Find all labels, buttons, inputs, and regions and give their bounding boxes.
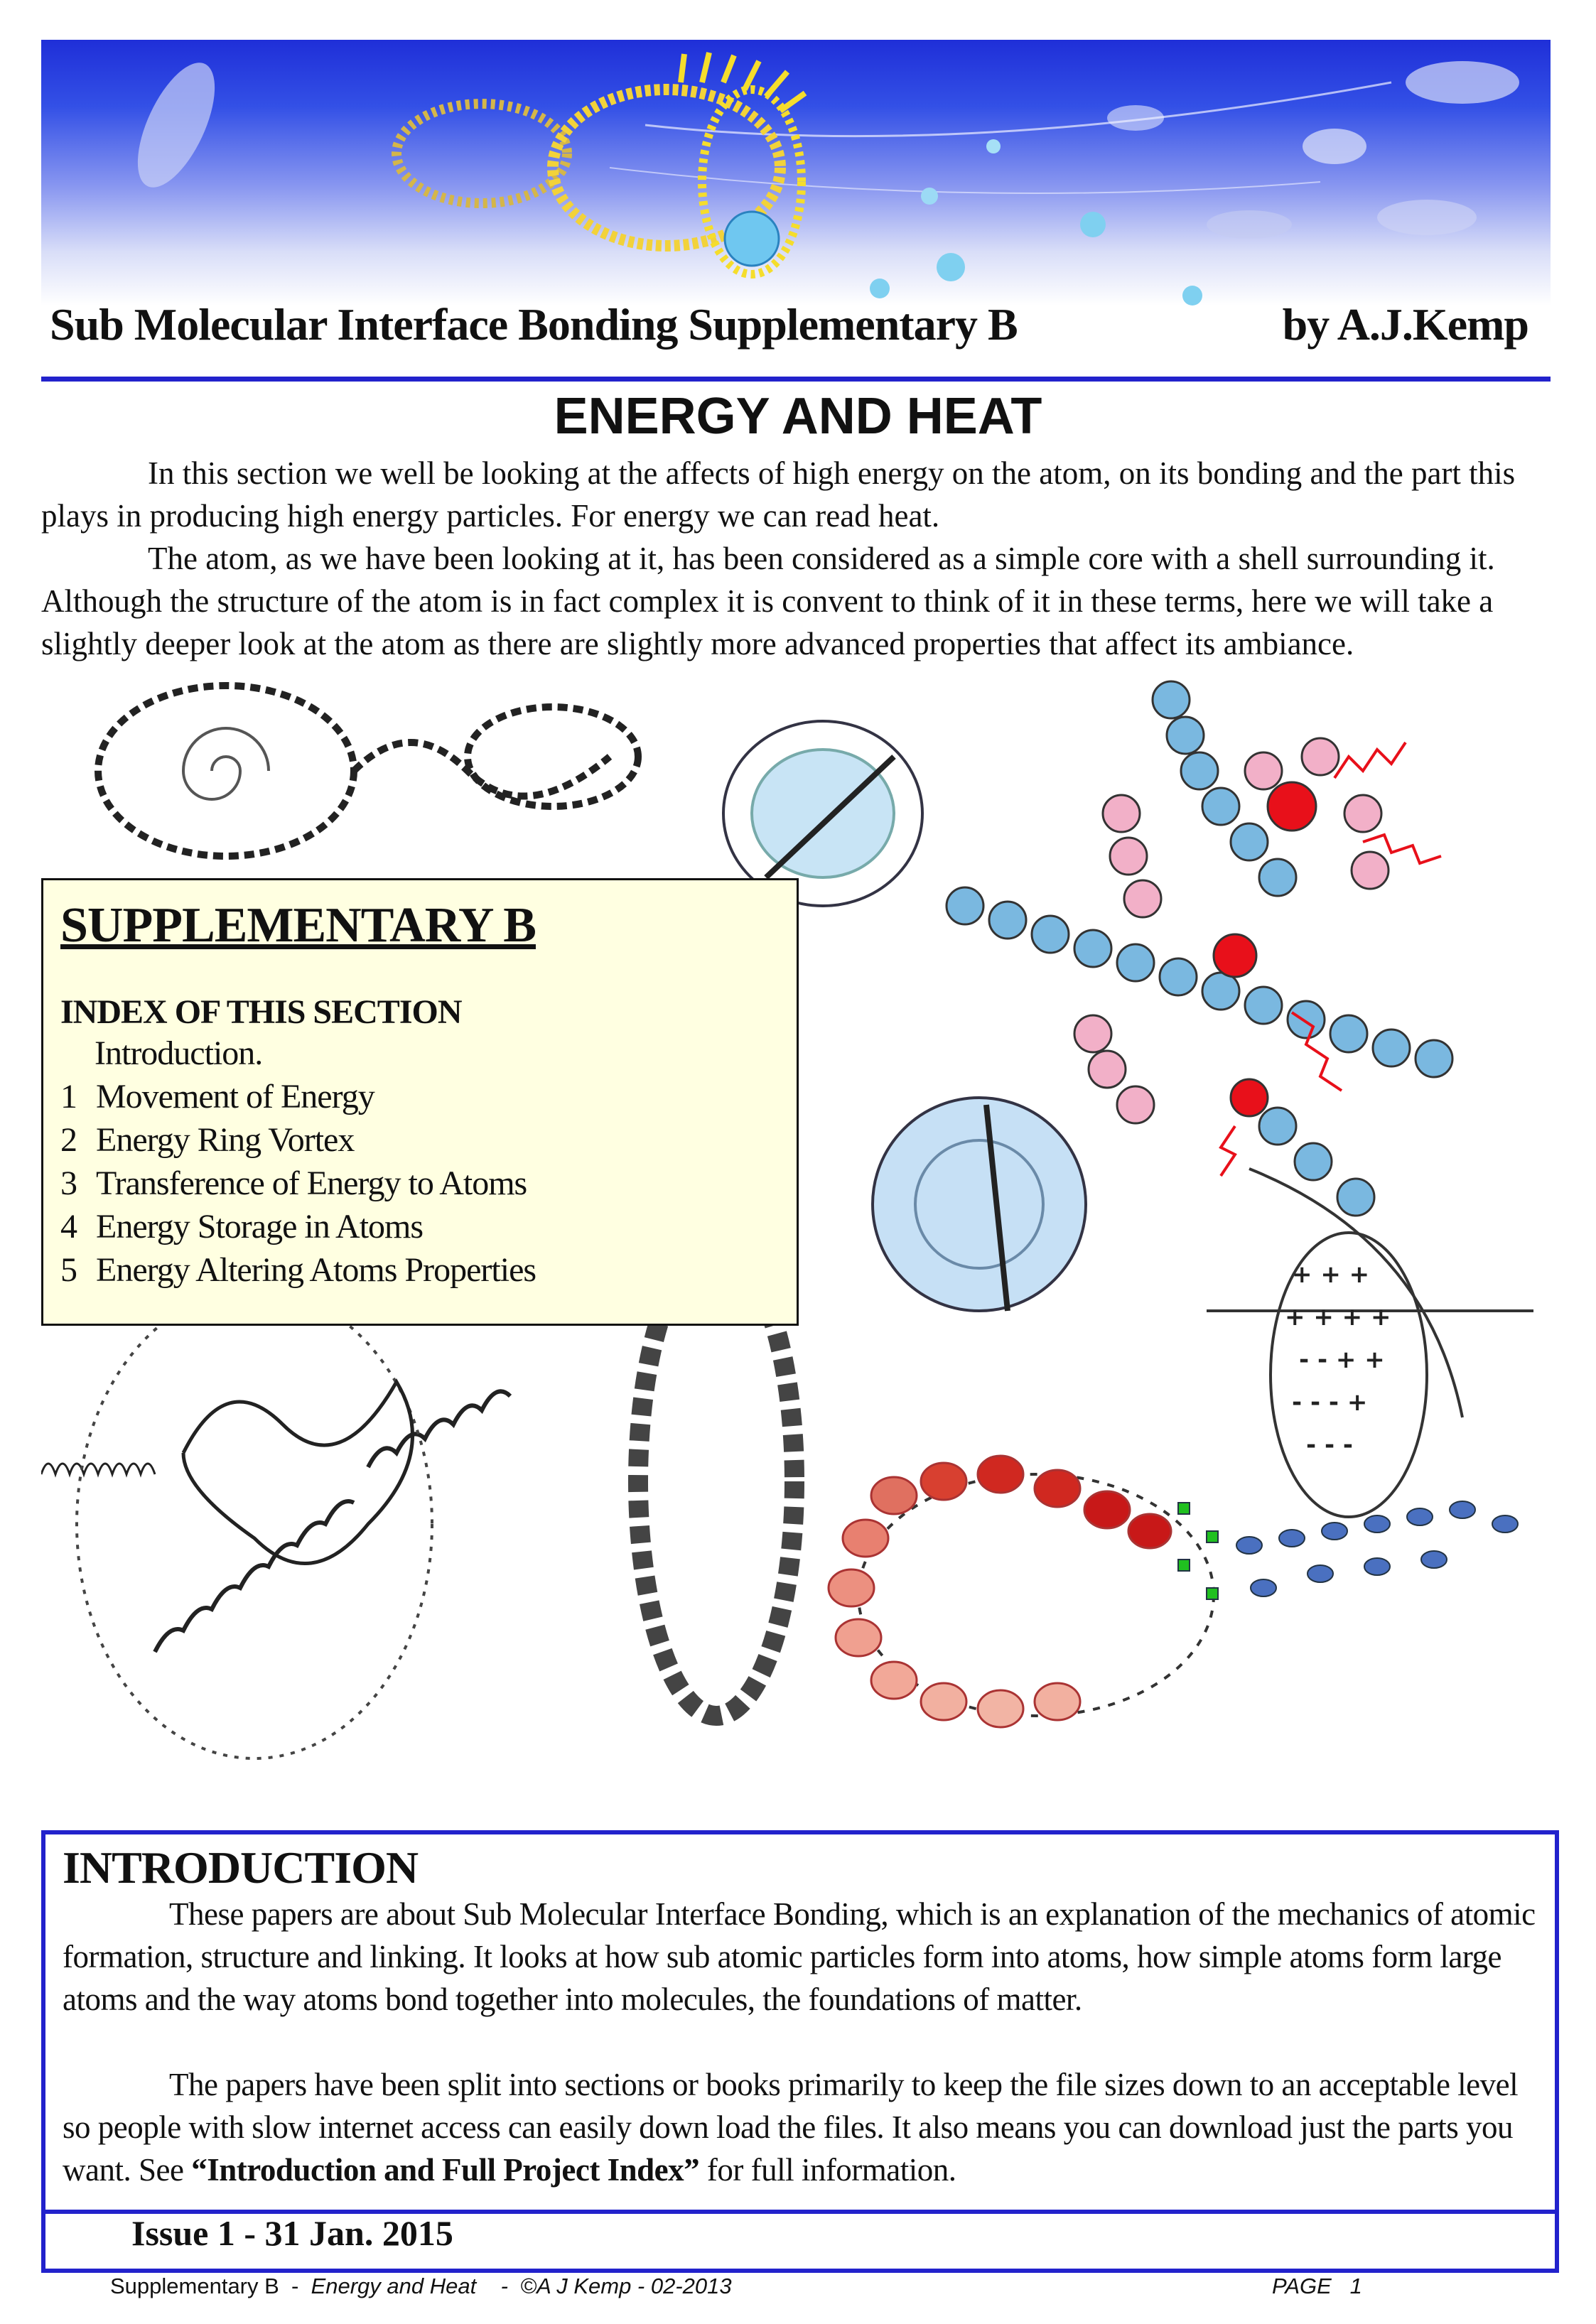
index-item-label: Introduction. xyxy=(95,1034,263,1072)
footer-copyright: - ©A J Kemp - 02-2013 xyxy=(476,2274,732,2298)
index-item-label: Transference of Energy to Atoms xyxy=(96,1164,527,1202)
intro-text xyxy=(41,452,1555,665)
supplementary-index-box xyxy=(41,878,799,1326)
index-item[interactable] xyxy=(60,1205,780,1248)
index-item[interactable] xyxy=(60,1118,780,1162)
title-divider xyxy=(41,377,1551,382)
svg-text:- - -: - - - xyxy=(1306,1431,1354,1459)
svg-text:- - - +: - - - + xyxy=(1292,1388,1368,1417)
section-heading: ENERGY AND HEAT xyxy=(554,388,1042,445)
intro-text-start: The papers have been split into sections or books primarily to keep the file sizes down to an acceptable level so people with slow internet access can easily down load the files. It also means you can download just the parts you want. See xyxy=(63,2067,1519,2188)
supplementary-title: SUPPLEMENTARY B xyxy=(60,898,536,953)
introduction-box xyxy=(41,1830,1559,2214)
index-item-number: 3 xyxy=(60,1164,77,1202)
intro-paragraph: In this section we well be looking at the affects of high energy on the atom, on its bonding and the part this plays in producing high energy particles. For energy we can read heat. xyxy=(41,455,1516,534)
index-item-label: Energy Altering Atoms Properties xyxy=(96,1251,537,1289)
document-title: Sub Molecular Interface Bonding Supplementary B xyxy=(50,299,1018,350)
index-item-label: Movement of Energy xyxy=(96,1078,374,1115)
introduction-paragraph xyxy=(63,2063,1538,2191)
index-item[interactable] xyxy=(60,1162,780,1205)
header-banner-image xyxy=(41,40,1551,306)
page-number: PAGE 1 xyxy=(1272,2274,1362,2298)
index-item-number: 2 xyxy=(60,1121,77,1159)
issue-date: Issue 1 - 31 Jan. 2015 xyxy=(131,2213,453,2253)
index-item-introduction[interactable] xyxy=(60,1032,780,1075)
index-item-number: 5 xyxy=(60,1251,77,1289)
index-heading: INDEX OF THIS SECTION xyxy=(60,993,462,1031)
index-item[interactable] xyxy=(60,1248,780,1292)
introduction-paragraph: These papers are about Sub Molecular Interface Bonding, which is an explanation of the mechanics of atomic formation, structure and linking. It looks at how sub atomic particles form into atoms, how simple atoms form large atoms and the way atoms bond together into molecules, the foundations of matter. xyxy=(63,1896,1536,2017)
banner-illustration xyxy=(41,40,1551,306)
footer-section: Supplementary B - xyxy=(110,2274,311,2298)
introduction-heading: INTRODUCTION xyxy=(63,1842,419,1893)
index-item[interactable] xyxy=(60,1075,780,1118)
index-item-number: 4 xyxy=(60,1208,77,1245)
index-list xyxy=(60,1032,780,1292)
index-item-label: Energy Ring Vortex xyxy=(96,1121,355,1159)
page-footer xyxy=(110,2274,732,2299)
svg-text:+ + +: + + + xyxy=(1292,1260,1370,1289)
index-item-number: 1 xyxy=(60,1078,77,1115)
intro-text-end: for full information. xyxy=(699,2152,956,2188)
project-index-link[interactable]: “Introduction and Full Project Index” xyxy=(191,2152,700,2188)
footer-title: Energy and Heat xyxy=(311,2274,477,2298)
index-item-label: Energy Storage in Atoms xyxy=(96,1208,424,1245)
svg-text:- - + +: - - + + xyxy=(1299,1346,1385,1374)
document-author: by A.J.Kemp xyxy=(1282,299,1528,350)
intro-paragraph: The atom, as we have been looking at it, has been considered as a simple core with a shell surrounding it. Although the structure of the atom is in fact complex it is convent to think of it in these terms, here we will take a slightly deeper look at the atom as there are slightly more advanced properties that affect its ambiance. xyxy=(41,541,1495,661)
svg-text:+ + + +: + + + + xyxy=(1285,1303,1391,1331)
